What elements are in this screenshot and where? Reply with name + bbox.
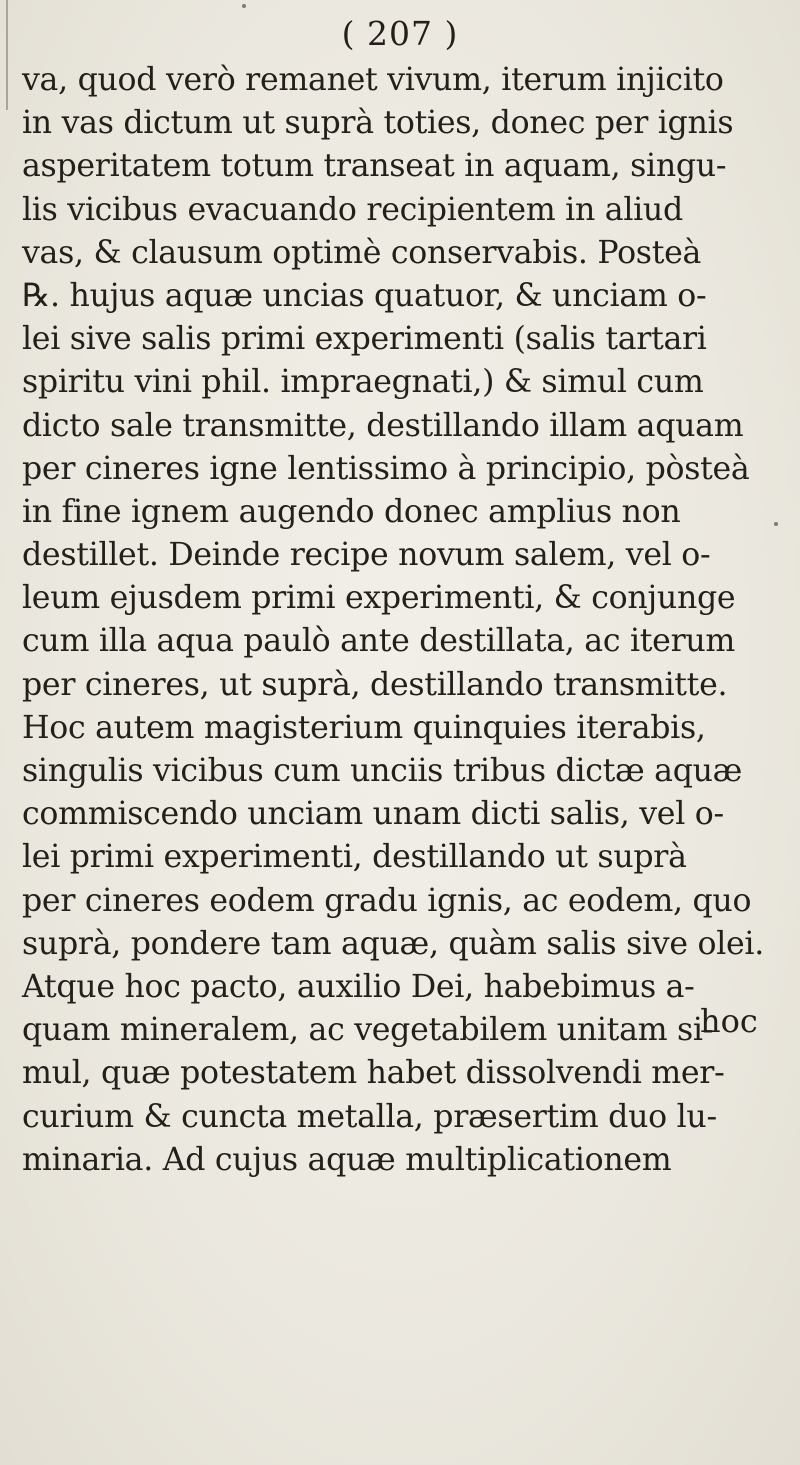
catchword: hoc xyxy=(700,1002,758,1040)
text-line: in vas dictum ut suprà toties, donec per ignis xyxy=(22,103,734,142)
text-line: dicto sale transmitte, destillando illam aquam xyxy=(22,405,744,444)
text-line: destillet. Deinde recipe novum salem, vel o- xyxy=(22,535,711,574)
text-line: lei sive salis primi experimenti (salis tartari xyxy=(22,319,707,358)
text-line: Hoc autem magisterium quinquies iterabis, xyxy=(22,707,706,746)
text-line: mul, quæ potestatem habet dissolvendi mer- xyxy=(22,1053,725,1092)
text-line: in fine ignem augendo donec amplius non xyxy=(22,491,681,530)
text-line: asperitatem totum transeat in aquam, singu- xyxy=(22,146,727,185)
text-line: leum ejusdem primi experimenti, & conjunge xyxy=(22,578,736,617)
text-line: per cineres, ut suprà, destillando transmitte. xyxy=(22,664,728,703)
text-line: Atque hoc pacto, auxilio Dei, habebimus a- xyxy=(22,966,695,1005)
text-line: vas, & clausum optimè conservabis. Posteà xyxy=(22,232,702,271)
text-line: lis vicibus evacuando recipientem in aliud xyxy=(22,189,683,228)
text-line: minaria. Ad cujus aquæ multiplicationem xyxy=(22,1139,672,1178)
text-line: singulis vicibus cum unciis tribus dictæ aquæ xyxy=(22,751,743,789)
text-line: spiritu vini phil. impraegnati,) & simul cum xyxy=(22,362,704,401)
body-text xyxy=(22,58,800,1181)
text-line: curium & cuncta metalla, præsertim duo lu- xyxy=(22,1096,717,1135)
text-line: per cineres eodem gradu ignis, ac eodem, quo xyxy=(22,880,752,919)
text-line: ℞. hujus aquæ uncias quatuor, & unciam o- xyxy=(22,275,707,314)
text-line: va, quod verò remanet vivum, iterum injicito xyxy=(22,60,724,98)
text-line: quam mineralem, ac vegetabilem unitam si- xyxy=(22,1010,714,1049)
page-number: ( 207 ) xyxy=(341,14,459,53)
ink-speck xyxy=(242,4,246,8)
text-line: commiscendo unciam unam dicti salis, vel o- xyxy=(22,794,724,833)
text-line: suprà, pondere tam aquæ, quàm salis sive olei. xyxy=(22,923,764,962)
text-line: cum illa aqua paulò ante destillata, ac iterum xyxy=(22,621,736,660)
text-line: per cineres igne lentissimo à principio, pòsteà xyxy=(22,448,750,487)
text-line: lei primi experimenti, destillando ut suprà xyxy=(22,837,687,876)
